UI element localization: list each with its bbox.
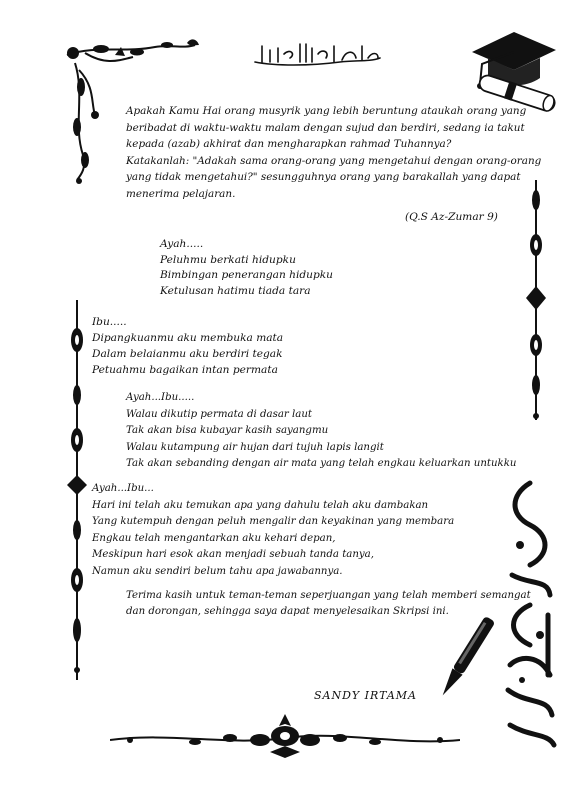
thanks-line: dan dorongan, sehingga saya dapat menyelesaikan Skripsi ini. xyxy=(126,606,449,617)
stanza-heading: Ayah..... xyxy=(160,238,204,250)
verse-paragraph xyxy=(126,103,541,202)
stanza-heading: Ibu..... xyxy=(92,316,127,328)
verse-line: Katakanlah: "Adakah sama orang-orang yang mengetahui dengan orang-orang xyxy=(126,154,542,167)
stanza-line: Tak akan sebanding dengan air mata yang telah engkau keluarkan untukku xyxy=(126,458,517,469)
stanza-ayah-ibu-2 xyxy=(92,481,454,580)
left-filigree-border xyxy=(64,300,90,680)
right-filigree-border xyxy=(524,180,548,420)
stanza-line: Hari ini telah aku temukan apa yang dahulu telah aku dambakan xyxy=(92,499,429,511)
stanza-line: Walau dikutip permata di dasar laut xyxy=(126,408,312,420)
stanza-line: Dipangkuanmu aku membuka mata xyxy=(92,332,284,344)
stanza-line: Tak akan bisa kubayar kasih sayangmu xyxy=(126,425,329,436)
thanks-line: Terima kasih untuk teman-teman seperjuangan yang telah memberi semangat xyxy=(126,590,531,601)
stanza-line: Namun aku sendiri belum tahu apa jawabannya. xyxy=(92,565,343,577)
stanza-ayah-ibu-1 xyxy=(126,390,516,473)
stanza-heading: Ayah...Ibu... xyxy=(92,483,154,494)
verse-line: kepada (azab) akhirat dan mengharapkan rahmad Tuhannya? xyxy=(126,138,452,150)
stanza-line: Bimbingan penerangan hidupku xyxy=(160,269,333,281)
stanza-ibu xyxy=(92,314,283,378)
stanza-line: Meskipun hari esok akan menjadi sebuah tanda tanya, xyxy=(92,549,374,560)
verse-line: beribadat di waktu-waktu malam dengan sujud dan berdiri, sedang ia takut xyxy=(126,121,525,134)
stanza-line: Walau kutampung air hujan dari tujuh lapis langit xyxy=(126,441,384,453)
fountain-pen-icon xyxy=(438,612,494,704)
stanza-ayah xyxy=(160,237,333,299)
thanks-paragraph xyxy=(126,588,531,620)
stanza-heading: Ayah...Ibu..... xyxy=(126,392,195,403)
stanza-line: Ketulusan hatimu tiada tara xyxy=(160,284,311,297)
verse-line: yang tidak mengetahui?" sesungguhnya orang yang barakallah yang dapat xyxy=(126,171,521,183)
verse-citation: (Q.S Az-Zumar 9) xyxy=(405,211,498,223)
stanza-line: Yang kutempuh dengan peluh mengalir dan keyakinan yang membara xyxy=(92,516,455,527)
stanza-line: Dalam belaianmu aku berdiri tegak xyxy=(92,348,283,360)
stanza-line: Peluhmu berkati hidupku xyxy=(160,253,296,266)
stanza-line: Engkau telah mengantarkan aku kehari depan, xyxy=(92,532,336,544)
basmala-calligraphy-icon xyxy=(250,40,385,70)
signature-name: SANDY IRTAMA xyxy=(314,689,418,702)
floral-divider-ornament xyxy=(110,712,460,760)
mortarboard-diploma-icon xyxy=(462,30,558,112)
stanza-line: Petuahmu bagaikan intan permata xyxy=(92,364,278,376)
verse-line: Apakah Kamu Hai orang musyrik yang lebih beruntung ataukah orang yang xyxy=(126,105,527,117)
verse-line: menerima pelajaran. xyxy=(126,187,236,200)
